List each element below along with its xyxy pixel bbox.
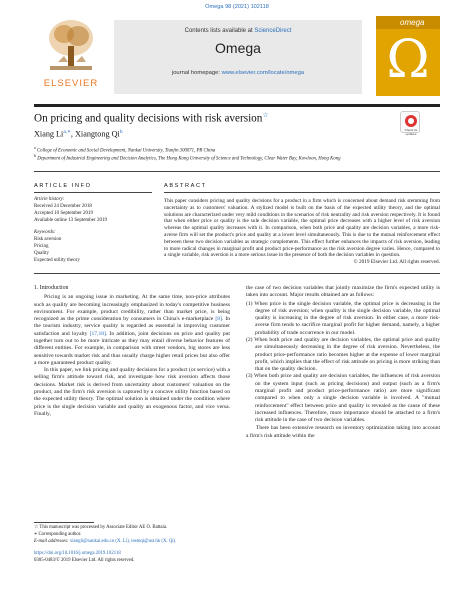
footnote: ☆ This manuscript was processed by Associate Editor AE O. Battaia. (34, 525, 168, 530)
paragraph: In this paper, we link pricing and quality decisions for a product (or service) with a selling firm's attitude toward risk, and investigate how risk aversion affects those decisions. Market risk is derived from uncertainty about customers' valuation on the product, and the firm's risk aversion is captured by a concave utility function based on the expected utility theory. The optimal solution is obtained under the condition where price is the single decision variable and quality an exogenous factor, and vice versa. Finally, (34, 367, 230, 417)
abstract-copyright: © 2019 Elsevier Ltd. All rights reserved. (353, 259, 440, 265)
keywords-label: Keywords: (34, 230, 56, 235)
divider (34, 171, 440, 172)
footnote-divider (34, 522, 94, 523)
email-links[interactable]: xiangli@nankai.edu.cn (X. Li), ieemqi@ust.hk (X. Qi). (69, 539, 177, 544)
divider (34, 192, 152, 193)
body-right-column (246, 285, 440, 585)
affiliation-mark: a (34, 145, 36, 150)
result-item: (1) When price is the single decision variable, the optimal price is decreasing in the degree of risk aversion; when quality is the single decision variable, the optimal quality is increasing in the degree of risk aversion. In either case, a more risk-averse firm tends to sacrifice marginal profit for higher demand, namely, a higher probability of trade occurrence in our model. (246, 300, 440, 336)
homepage-link[interactable]: www.elsevier.com/locate/omega (221, 70, 305, 76)
citation-link[interactable]: [8] (215, 316, 222, 323)
paragraph-text: . In addition, joint decisions on price and quality put together turn out to be more intricate as they may entail diverse behavior features of different entities. For example, in comparison with street vendors, big stores are less sensitive towards market risk and thus usually charge higher retail prices but also offer a more guaranteed product quality. (34, 330, 230, 366)
omega-symbol-icon: Ω (386, 30, 430, 90)
affiliation-mark: b (34, 153, 36, 158)
cover-title: omega (400, 18, 425, 27)
history-item: Accepted 10 September 2019 (34, 211, 94, 216)
author-name[interactable]: Xiang Li (34, 129, 64, 139)
publisher-name: ELSEVIER (43, 78, 99, 89)
author-name[interactable]: Xiangtong Qi (75, 129, 120, 139)
title-footnote-mark[interactable]: ☆ (262, 111, 269, 119)
body-left-column (34, 285, 230, 520)
keyword: Quality (34, 251, 49, 256)
citation-link[interactable]: [17,18] (89, 330, 106, 337)
body-right-text (246, 285, 440, 440)
elsevier-tree-icon (44, 16, 98, 74)
keyword: Expected utility theory (34, 258, 80, 263)
issn-line: 0305-0483/© 2019 Elsevier Ltd. All rights reserved. (34, 558, 135, 563)
doi-line (34, 551, 121, 557)
abstract-text: This paper considers pricing and quality decisions for a product in a firm which is concerned about demand risk stemming from uncertainty as to customers' valuation. A stylized model is built on the basis of the expected utility theory, and the optimal solutions are characterized under very mild conditions in the scenarios of risk neutrality and risk aversion respectively. It is found that when either price or quality is the sole decision variable, the optimal price decreases with a higher level of risk aversion whereas the optimal quality increases with it. In comparison, when both price and quality are decision variables, a more risk-averse firm will set the product's price and quality at a lower level simultaneously. This is due to the mutual reinforcement effect between these two decision variables as strategic complements. This effect further enhances the impacts of risk aversion, leading to more radical changes in marginal profit and product price-performance as the risk aversion degree varies. Hence, compared to a single variable, risk aversion is a more serious issue in the presence of both the decision variables in question. (164, 198, 440, 259)
contents-prefix: Contents lists available at (184, 28, 253, 34)
affiliation-text: College of Economic and Social Development, Nankai University, Tianjin 300071, PR China (36, 148, 216, 154)
keyword: Risk aversion (34, 237, 62, 242)
contents-line (114, 28, 362, 34)
author-marks[interactable]: b (119, 129, 123, 135)
crossmark-icon-center (408, 118, 414, 124)
result-item: (2) When both price and quality are decision variables, the optimal price and quality are simultaneously decreasing in the degree of risk aversion. Nevertheless, the product price-performance ratio becomes higher at the expense of lower marginal profit, which implies that the effect of risk attitude on pricing is more striking than that on the quality decision. (246, 336, 440, 373)
paragraph-text: Pricing is an ongoing issue in marketing. At the same time, non-price attributes such as quality are becoming increasingly emphasized in today's competitive business environment. For example, product credibility, rather than market price, is being recognized as the prime consideration by consumers in China's e-marketplace (34, 294, 230, 323)
header-divider (34, 104, 440, 107)
journal-header (34, 12, 440, 100)
homepage-prefix: journal homepage: (171, 70, 220, 76)
email-label: E-mail addresses: (34, 539, 69, 544)
history-item: Available online 13 September 2019 (34, 218, 107, 223)
homepage-line (114, 70, 362, 76)
article-title-text: On pricing and quality decisions with risk aversion (34, 112, 263, 125)
section-heading: 1. Introduction (34, 285, 69, 291)
divider (164, 192, 440, 193)
article-info-heading: ARTICLE INFO (34, 183, 92, 189)
article-title (34, 111, 414, 125)
affiliation-text: Department of Industrial Engineering and Decision Analytics, The Hong Kong University of Science and Technology, Clear Water Bay, Kowloon, Hong Kong (37, 156, 341, 162)
journal-masthead (114, 20, 362, 94)
journal-cover[interactable] (376, 16, 440, 96)
history-label: Article history: (34, 197, 65, 202)
history-item: Received 24 December 2018 (34, 204, 92, 209)
journal-reference[interactable]: Omega 98 (2021) 102118 (205, 4, 269, 10)
paragraph: There has been extensive research on inventory optimization taking into account a firm's risk attitude within the (246, 425, 440, 439)
abstract-heading: ABSTRACT (164, 183, 207, 189)
body-left-text (34, 285, 230, 418)
journal-name: Omega (215, 40, 261, 56)
keyword: Pricing (34, 244, 49, 249)
footnote-emails (34, 539, 176, 545)
doi-link[interactable]: https://doi.org/10.1016/j.omega.2019.102118 (34, 551, 121, 556)
footnote: ∗ Corresponding author. (34, 532, 82, 537)
author-marks[interactable]: a,∗ (63, 129, 71, 135)
crossmark-button[interactable] (400, 111, 420, 136)
crossmark-label: Check for updates (404, 128, 418, 136)
paragraph-text: . In the tourism industry, service quality is regarded as essential in improving customer satisfaction and loyalty (34, 316, 230, 337)
result-item: (3) When both price and quality are decision variables, the influences of risk aversion on the system input (such as pricing decisions) and output (such as a firm's marginal profit and product price-performance ratio) are more significant compared to when only a single decision variable is involved. A "mutual reinforcement" effect between price and quality is revealed as the cause of these increased influences. Therefore, more importance should be attached to a firm's risk attitude in the case of two decision variables. (246, 373, 440, 424)
affiliation (34, 153, 341, 162)
paragraph (34, 294, 230, 367)
paragraph: the case of two decision variables that jointly maximize the firm's expected utility is taken into account. Major results obtained are as follows: (246, 285, 440, 299)
author-list: Xiang $Li^{a,∗}$, Xiangtong Qi$^b$ (34, 129, 123, 139)
divider (34, 273, 440, 274)
elsevier-logo (34, 16, 108, 94)
sciencedirect-link[interactable]: ScienceDirect (254, 28, 292, 34)
